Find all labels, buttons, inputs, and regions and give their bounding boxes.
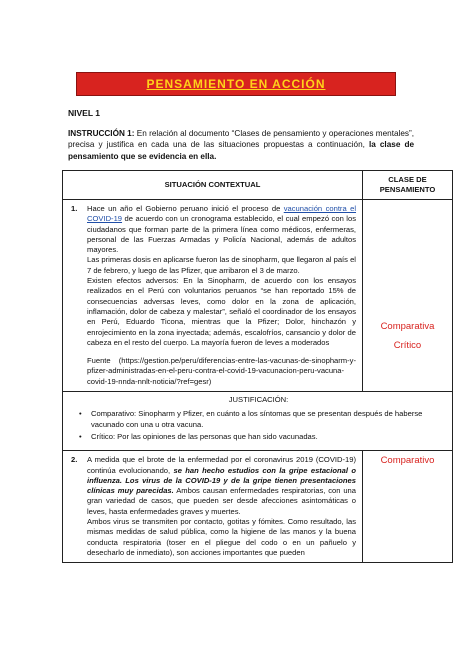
situation-2-cell xyxy=(63,451,363,563)
clase-comparativo: Comparativo xyxy=(380,455,435,467)
situation-1-paragraph-3: Existen efectos adversos: En la Sinopharm, de acuerdo con los ensayos realizados en el Perú con voluntarios peruanos “se han reportado 15% de consecuencias adversas leves, como dolor en la zona de aplicación, inflamación, dolor de cabeza y malestar”, señaló el coordinador de los ensayos en Perú, Eduardo Ticona, mientras que la Pfizer; Dolor, hinchazón y enrojecimiento en la zona inyectada; además, escalofríos, cansancio y dolor de cabeza en el resto del cuerpo. La mayoría fueron de leves a moderados xyxy=(87,276,356,347)
level-heading: NIVEL 1 xyxy=(68,108,100,118)
p2-before: A medida que el brote de la enfermedad por el coronavirus 2019 (COVID-19) continúa evolucionando, xyxy=(87,455,356,475)
list-item xyxy=(79,432,446,442)
situation-1-paragraph-2: Las primeras dosis en aplicarse fueron las de sinopharm, que llegaron al país el 7 de febrero, y luego de las Pfizer, que arribaron el 3 de marzo. xyxy=(87,255,356,275)
header-situacion: SITUACIÓN CONTEXTUAL xyxy=(63,171,363,200)
list-item xyxy=(79,409,446,430)
situations-table xyxy=(62,170,453,563)
source-citation: Fuente (https://gestion.pe/peru/diferencias-entre-las-vacunas-de-sinopharm-y-pfizer-administradas-en-el-peru-contra-el-covid-19-vacunacion-peru-vacuna-covid-19-nnda-nnlt-noticia/?ref=gesr) xyxy=(87,356,356,386)
clase-critico: Crítico xyxy=(393,340,422,352)
bullet-icon: • xyxy=(79,431,82,441)
instruction-paragraph xyxy=(68,128,414,162)
situation-1-paragraph-1 xyxy=(87,204,356,255)
p1-before: Hace un año el Gobierno peruano inició el proceso de xyxy=(87,204,284,213)
table-row xyxy=(63,451,453,563)
situation-2-paragraph-1 xyxy=(87,455,356,517)
justification-bullet-1: Comparativo: Sinopharm y Pfizer, en cuánto a los síntomas que se presentan después de haberse vacunado con una u otra vacuna. xyxy=(91,409,423,429)
justification-cell xyxy=(63,392,453,451)
situation-2-paragraph-2: Ambos virus se transmiten por contacto, gotitas y fómites. Como resultado, las mismas medidas de salud pública, como la higiene de las manos y la buena conducta respiratoria (toser en el pliegue del codo o en un pañuelo y desecharlo de inmediato), son acciones importantes que pueden xyxy=(87,517,356,557)
table-row xyxy=(63,200,453,392)
title-banner xyxy=(76,72,396,96)
instruction-text: En relación al documento “Clases de pensamiento y operaciones mentales”, precisa y justifica en cada una de las situaciones propuestas a continuación, xyxy=(68,129,414,150)
justification-bullet-2: Crítico: Por las opiniones de las personas que han sido vacunadas. xyxy=(91,431,318,441)
banner-title: PENSAMIENTO EN ACCIÓN xyxy=(146,77,326,91)
situation-1-text xyxy=(87,204,356,387)
p2-bold-italic: se han hecho estudios con la gripe estacional o influenza. Los virus de la COVID-19 y de la gripe tienen presentaciones clínicas muy parecidas. xyxy=(87,465,356,496)
justification-title: JUSTIFICACIÓN: xyxy=(228,395,289,405)
p2-after: Ambos causan enfermedades respiratorias, con una gran variedad de casos, que pueden ser desde afecciones asintomáticas o leves, hasta enfermedades graves y muertes. xyxy=(87,486,357,516)
header-clase: CLASE DE PENSAMIENTO xyxy=(363,171,453,200)
table-header-row xyxy=(63,171,453,200)
bullet-icon: • xyxy=(79,409,82,419)
situation-2-text xyxy=(87,455,356,558)
clase-comparativa: Comparativa xyxy=(380,321,435,332)
clase-1-cell xyxy=(363,200,453,392)
situation-1-number: 1. xyxy=(71,204,78,213)
instruction-bold-end: la clase de pensamiento que se evidencia en ella. xyxy=(68,140,414,161)
instruction-label: INSTRUCCIÓN 1: xyxy=(68,129,135,138)
vaccination-link[interactable]: vacunación contra el COVID-19 xyxy=(87,204,357,224)
p1-after: de acuerdo con un cronograma establecido, el cual empezó con los ciudadanos que forman parte de la primera línea como médicos, enfermeras, personal de las Fuerzas Armadas y Policía Nacional, además de adultos mayores. xyxy=(87,214,356,255)
situation-2-number: 2. xyxy=(71,455,78,465)
clase-2-cell xyxy=(363,451,453,563)
situation-1-cell xyxy=(63,200,363,392)
table-row xyxy=(63,392,453,451)
